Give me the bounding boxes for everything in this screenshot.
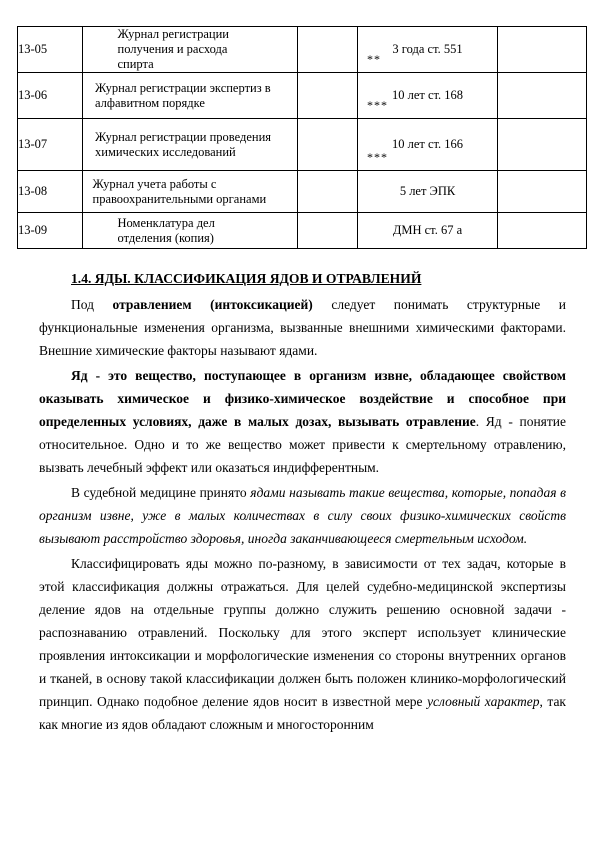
row-mark: **: [367, 52, 381, 66]
bold-term: отравлением (интоксикацией): [112, 297, 313, 312]
row-mark: ***: [367, 98, 388, 112]
section-content: [39, 268, 566, 736]
row-code: 13-05: [18, 27, 83, 73]
empty-cell: [298, 213, 358, 249]
text-run: В судебной медицине принято: [71, 485, 251, 500]
paragraph-poisoning-definition: [39, 293, 566, 362]
empty-cell: [298, 119, 358, 171]
table-row: [18, 119, 587, 171]
section-heading: 1.4. ЯДЫ. КЛАССИФИКАЦИЯ ЯДОВ И ОТРАВЛЕНИЙ: [71, 271, 422, 286]
empty-cell: [498, 171, 587, 213]
row-term-cell: [358, 171, 498, 213]
row-title-text: Номенклатура дел отделения (копия): [117, 215, 215, 245]
bold-definition: Яд - это вещество, поступающее в организм извне, обладающее свойством оказывать химическое и физико-химическое воздействие и способное при определенных условиях, даже в малых дозах, вызывать отравление: [39, 368, 566, 429]
row-title-text: Журнал учета работы с правоохранительными органами: [92, 176, 267, 206]
italic-term: условный характер: [427, 694, 540, 709]
row-term-cell: [358, 73, 498, 119]
empty-cell: [298, 171, 358, 213]
row-term: ДМН ст. 67 а: [392, 223, 463, 237]
row-title: [83, 119, 298, 171]
table-row: [18, 27, 587, 73]
paragraph-poison-definition: [39, 364, 566, 479]
row-title-text: Журнал регистрации получения и расхода спирта: [117, 27, 229, 71]
text-run: Классифицировать яды можно по-разному, в зависимости от тех задач, которые в этой классификация должны отражаться. Для целей судебно-медицинской экспертизы деление ядов на отдельные группы должно служить решению основной задачи - распознаванию отравлений. Поскольку для этого эксперт использует клинические проявления интоксикации и морфологические изменения со стороны внутренних органов и тканей, в основу такой классификации должен быть положен клинико-морфологический принцип. Однако подобное деление ядов носит в известной мере: [39, 556, 566, 709]
text-run: , так как многие из ядов обладают сложным и многосторонним: [39, 694, 566, 732]
empty-cell: [498, 73, 587, 119]
empty-cell: [498, 27, 587, 73]
empty-cell: [498, 213, 587, 249]
row-title-text: Журнал регистрации экспертиз в алфавитном порядке: [95, 80, 271, 110]
row-title: [83, 213, 298, 249]
row-term-cell: [358, 27, 498, 73]
row-code: 13-07: [18, 119, 83, 171]
table-row: [18, 213, 587, 249]
row-term: 3 года ст. 551: [392, 42, 463, 56]
row-mark: ***: [367, 150, 388, 164]
records-table: [17, 26, 587, 249]
table-row: [18, 73, 587, 119]
row-term-cell: [358, 213, 498, 249]
table-row: [18, 171, 587, 213]
italic-definition: ядами называть такие вещества, которые, попадая в организм извне, уже в малых количествах в силу своих физико-химических свойств вызывают расстройство здоровья, иногда заканчивающееся смертельным исходом.: [39, 485, 566, 546]
row-term: 10 лет ст. 168: [391, 88, 464, 102]
row-title: [83, 27, 298, 73]
row-term: 10 лет ст. 166: [391, 137, 464, 151]
row-title-text: Журнал регистрации проведения химических исследований: [95, 129, 272, 159]
paragraph-forensic-definition: [39, 481, 566, 550]
text-run: Под: [71, 297, 113, 312]
row-code: 13-06: [18, 73, 83, 119]
empty-cell: [298, 27, 358, 73]
row-title: [83, 73, 298, 119]
empty-cell: [498, 119, 587, 171]
row-title: [83, 171, 298, 213]
text-run: следует понимать структурные и функциональные изменения организма, вызванные внешними химическими факторами. Внешние химические факторы называют ядами.: [39, 297, 566, 358]
row-code: 13-09: [18, 213, 83, 249]
paragraph-classification: [39, 552, 566, 736]
row-term: 5 лет ЭПК: [399, 184, 456, 198]
row-code: 13-08: [18, 171, 83, 213]
empty-cell: [298, 73, 358, 119]
text-run: . Яд - понятие относительное. Одно и то же вещество может привести к смертельному отравлению, вызвать лечебный эффект или оказаться индифферентным.: [39, 414, 566, 475]
row-term-cell: [358, 119, 498, 171]
